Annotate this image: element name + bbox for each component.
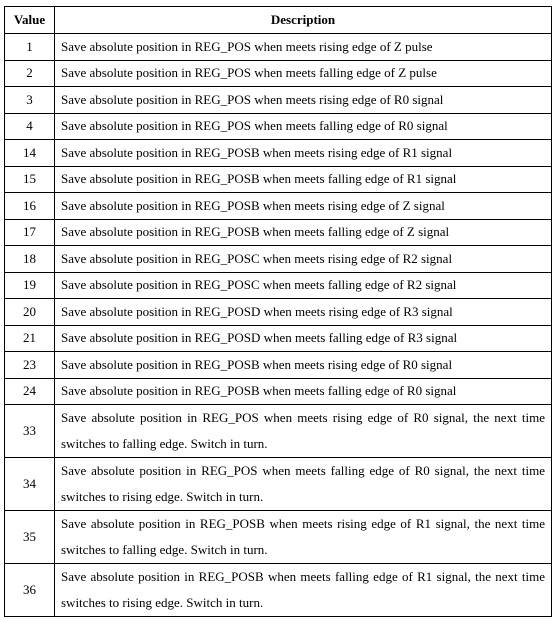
table-row [5, 113, 552, 140]
header-row [5, 7, 552, 34]
value-cell: 1 [5, 34, 55, 61]
description-cell: Save absolute position in REG_POSB when meets falling edge of Z signal [55, 219, 552, 246]
description-cell: Save absolute position in REG_POSB when meets rising edge of R1 signal, the next time switches to falling edge. Switch in turn. [55, 511, 552, 564]
table-row [5, 140, 552, 167]
value-cell: 4 [5, 113, 55, 140]
value-cell: 17 [5, 219, 55, 246]
description-cell: Save absolute position in REG_POSB when meets falling edge of R1 signal [55, 166, 552, 193]
value-cell: 3 [5, 87, 55, 114]
value-cell: 23 [5, 352, 55, 379]
table-body [5, 34, 552, 617]
value-cell: 33 [5, 405, 55, 458]
table-row [5, 378, 552, 405]
value-cell: 19 [5, 272, 55, 299]
description-cell: Save absolute position in REG_POSB when meets rising edge of R0 signal [55, 352, 552, 379]
description-cell: Save absolute position in REG_POS when meets falling edge of Z pulse [55, 60, 552, 87]
table-row [5, 166, 552, 193]
description-cell: Save absolute position in REG_POS when meets falling edge of R0 signal, the next time switches to rising edge. Switch in turn. [55, 458, 552, 511]
value-cell: 34 [5, 458, 55, 511]
table-row [5, 325, 552, 352]
description-cell: Save absolute position in REG_POSC when meets falling edge of R2 signal [55, 272, 552, 299]
value-cell: 16 [5, 193, 55, 220]
value-cell: 15 [5, 166, 55, 193]
description-cell: Save absolute position in REG_POS when meets rising edge of R0 signal [55, 87, 552, 114]
description-cell: Save absolute position in REG_POSC when meets rising edge of R2 signal [55, 246, 552, 273]
table-row [5, 564, 552, 617]
value-cell: 35 [5, 511, 55, 564]
value-cell: 20 [5, 299, 55, 326]
description-column-header: Description [55, 7, 552, 34]
value-cell: 2 [5, 60, 55, 87]
description-cell: Save absolute position in REG_POS when meets rising edge of R0 signal, the next time switches to falling edge. Switch in turn. [55, 405, 552, 458]
description-cell: Save absolute position in REG_POSD when meets rising edge of R3 signal [55, 299, 552, 326]
description-cell: Save absolute position in REG_POSB when meets rising edge of Z signal [55, 193, 552, 220]
table-row [5, 272, 552, 299]
description-cell: Save absolute position in REG_POSD when meets falling edge of R3 signal [55, 325, 552, 352]
table-row [5, 405, 552, 458]
table-row [5, 299, 552, 326]
description-cell: Save absolute position in REG_POS when meets falling edge of R0 signal [55, 113, 552, 140]
value-cell: 24 [5, 378, 55, 405]
description-cell: Save absolute position in REG_POSB when meets rising edge of R1 signal [55, 140, 552, 167]
value-description-table [4, 6, 552, 617]
description-cell: Save absolute position in REG_POSB when meets falling edge of R0 signal [55, 378, 552, 405]
value-cell: 21 [5, 325, 55, 352]
table-row [5, 246, 552, 273]
value-column-header: Value [5, 7, 55, 34]
value-cell: 18 [5, 246, 55, 273]
table-row [5, 193, 552, 220]
value-cell: 14 [5, 140, 55, 167]
table-row [5, 458, 552, 511]
table-header [5, 7, 552, 34]
description-cell: Save absolute position in REG_POSB when meets falling edge of R1 signal, the next time switches to rising edge. Switch in turn. [55, 564, 552, 617]
table-row [5, 60, 552, 87]
table-row [5, 219, 552, 246]
description-cell: Save absolute position in REG_POS when meets rising edge of Z pulse [55, 34, 552, 61]
table-row [5, 352, 552, 379]
value-cell: 36 [5, 564, 55, 617]
table-row [5, 34, 552, 61]
table-row [5, 511, 552, 564]
table-row [5, 87, 552, 114]
